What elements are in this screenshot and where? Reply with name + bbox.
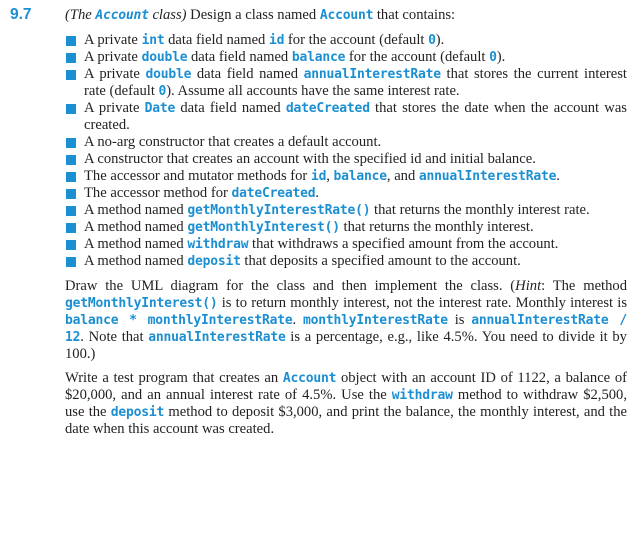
uml-instructions-paragraph: Draw the UML diagram for the class and then implement the class. (Hint: The method getMonthlyInterest() is to return monthly interest, not the interest rate. Monthly interest is balance * monthlyInterestRate. monthlyInterestRate is annualInterestRate / 12. Note that annualInterestRate is a percentage, e.g., like 4.5%. You need to divide it by 100.) — [65, 278, 627, 362]
exercise-content — [65, 7, 627, 438]
square-bullet-icon — [66, 189, 76, 199]
list-item: A private double data field named balance for the account (default 0). — [65, 49, 627, 66]
list-item: A method named getMonthlyInterest() that returns the monthly interest. — [65, 219, 627, 236]
square-bullet-icon — [66, 138, 76, 148]
list-item: A private int data field named id for the account (default 0). — [65, 32, 627, 49]
list-item: The accessor and mutator methods for id, balance, and annualInterestRate. — [65, 168, 627, 185]
square-bullet-icon — [66, 240, 76, 250]
list-item: A no-arg constructor that creates a default account. — [65, 134, 627, 151]
square-bullet-icon — [66, 155, 76, 165]
square-bullet-icon — [66, 70, 76, 80]
square-bullet-icon — [66, 206, 76, 216]
test-program-paragraph: Write a test program that creates an Account object with an account ID of 1122, a balance of $20,000, and an annual interest rate of 4.5%. Use the withdraw method to withdraw $2,500, use the deposit method to deposit $3,000, and print the balance, the monthly interest, and the date when this account was created. — [65, 370, 627, 437]
exercise-number: 9.7 — [10, 6, 32, 23]
list-item: A method named deposit that deposits a specified amount to the account. — [65, 253, 627, 270]
list-item: A private Date data field named dateCreated that stores the date when the account was created. — [65, 100, 627, 134]
square-bullet-icon — [66, 223, 76, 233]
title-italic: (The Account class) — [65, 7, 187, 23]
list-item: A constructor that creates an account with the specified id and initial balance. — [65, 151, 627, 168]
square-bullet-icon — [66, 172, 76, 182]
square-bullet-icon — [66, 104, 76, 114]
list-item: A method named withdraw that withdraws a specified amount from the account. — [65, 236, 627, 253]
exercise-intro: (The Account class) Design a class named Account that contains: — [65, 7, 456, 23]
list-item: A private double data field named annualInterestRate that stores the current interest rate (default 0). Assume all accounts have the same interest rate. — [65, 66, 627, 100]
list-item: The accessor method for dateCreated. — [65, 185, 627, 202]
square-bullet-icon — [66, 257, 76, 267]
square-bullet-icon — [66, 53, 76, 63]
list-item: A method named getMonthlyInterestRate() that returns the monthly interest rate. — [65, 202, 627, 219]
requirements-list — [65, 32, 627, 270]
square-bullet-icon — [66, 36, 76, 46]
